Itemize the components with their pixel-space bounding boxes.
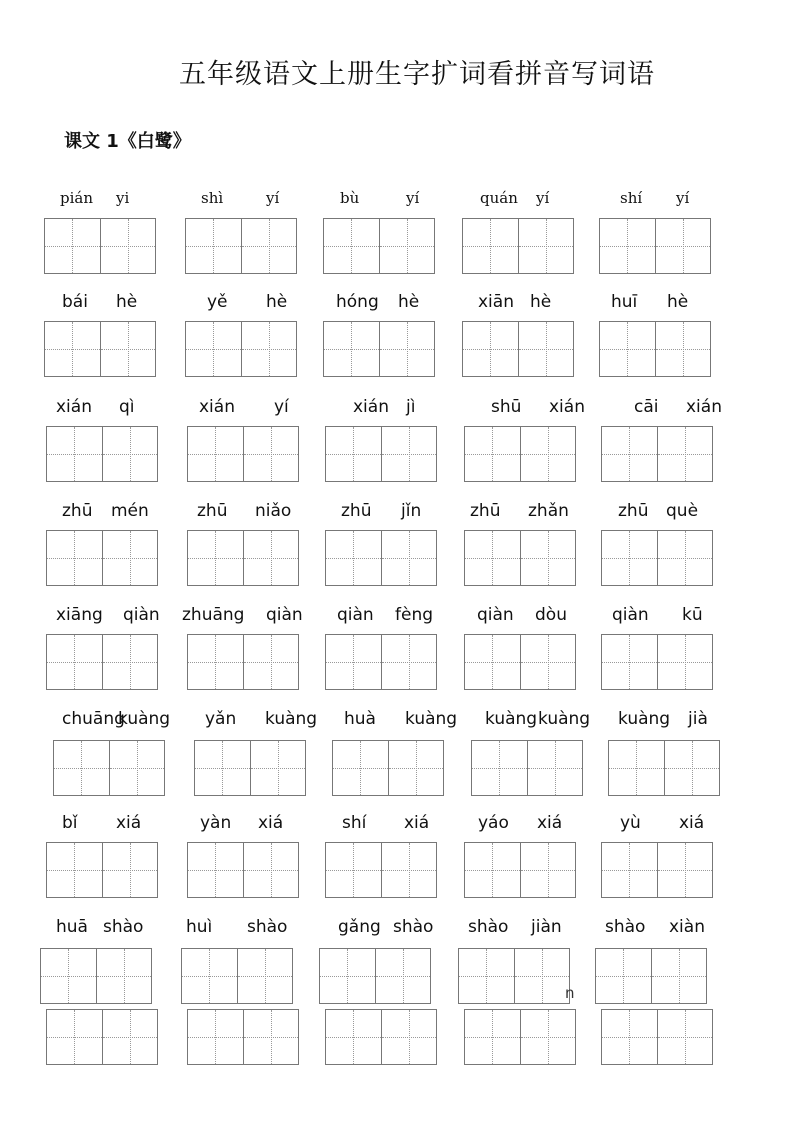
writing-grid[interactable]: [187, 842, 299, 898]
pinyin-syllable: hè: [530, 292, 552, 312]
tian-zi-cell[interactable]: [326, 427, 381, 481]
writing-grid[interactable]: [325, 842, 437, 898]
pinyin-syllable: xián: [353, 397, 389, 417]
tian-zi-cell[interactable]: [527, 741, 583, 795]
writing-grid[interactable]: [464, 842, 576, 898]
pinyin-syllable: yi: [116, 189, 130, 207]
writing-grid[interactable]: [46, 842, 158, 898]
tian-zi-cell[interactable]: [602, 843, 657, 897]
writing-grid[interactable]: [464, 426, 576, 482]
writing-grid[interactable]: [323, 218, 435, 274]
tian-zi-cell[interactable]: [465, 843, 520, 897]
tian-zi-cell[interactable]: [381, 635, 437, 689]
pinyin-syllable: xián: [686, 397, 722, 417]
writing-grid[interactable]: [464, 634, 576, 690]
pinyin-syllable: yí: [266, 189, 280, 207]
pinyin-syllable: quán: [480, 189, 518, 207]
pinyin-syllable: jǐn: [401, 501, 422, 521]
pinyin-syllable: zhū: [470, 501, 501, 521]
pinyin-syllable: bái: [62, 292, 88, 312]
tian-zi-cell[interactable]: [465, 531, 520, 585]
tian-zi-cell[interactable]: [96, 949, 152, 1003]
pinyin-syllable: yí: [274, 397, 289, 417]
pinyin-syllable: yàn: [200, 813, 232, 833]
tian-zi-cell[interactable]: [102, 1010, 158, 1064]
tian-zi-cell[interactable]: [188, 635, 243, 689]
tian-zi-cell[interactable]: [657, 635, 713, 689]
pinyin-syllable: shào: [393, 917, 434, 937]
tian-zi-cell[interactable]: [459, 949, 514, 1003]
writing-grid[interactable]: [462, 321, 574, 377]
pinyin-syllable: kuàng: [485, 709, 538, 729]
pinyin-syllable: hè: [116, 292, 138, 312]
tian-zi-cell[interactable]: [381, 1010, 437, 1064]
tian-zi-cell[interactable]: [102, 427, 158, 481]
pinyin-syllable: què: [666, 501, 699, 521]
writing-grid[interactable]: [181, 948, 293, 1004]
tian-zi-cell[interactable]: [186, 322, 241, 376]
tian-zi-cell[interactable]: [47, 427, 102, 481]
lesson-heading: 课文 1《白鹭》: [64, 131, 191, 152]
tian-zi-cell[interactable]: [45, 219, 100, 273]
pinyin-syllable: shào: [247, 917, 288, 937]
tian-zi-cell[interactable]: [465, 427, 520, 481]
tian-zi-cell[interactable]: [100, 322, 156, 376]
pinyin-syllable: bù: [340, 189, 360, 207]
writing-grid[interactable]: [187, 1009, 299, 1065]
tian-zi-cell[interactable]: [333, 741, 388, 795]
pinyin-syllable: kuàng: [618, 709, 671, 729]
pinyin-syllable: xián: [549, 397, 585, 417]
pinyin-syllable: qiàn: [123, 605, 160, 625]
tian-zi-cell[interactable]: [381, 843, 437, 897]
writing-grid[interactable]: [325, 530, 437, 586]
pinyin-syllable: xiàn: [669, 917, 705, 937]
tian-zi-cell[interactable]: [188, 427, 243, 481]
writing-grid[interactable]: [462, 218, 574, 274]
tian-zi-cell[interactable]: [381, 531, 437, 585]
tian-zi-cell[interactable]: [241, 219, 297, 273]
writing-grid[interactable]: [325, 426, 437, 482]
writing-grid[interactable]: [46, 426, 158, 482]
tian-zi-cell[interactable]: [241, 322, 297, 376]
tian-zi-cell[interactable]: [102, 635, 158, 689]
tian-zi-cell[interactable]: [602, 427, 657, 481]
pinyin-syllable: qiàn: [477, 605, 514, 625]
pinyin-syllable: dòu: [535, 605, 567, 625]
pinyin-syllable: hè: [266, 292, 288, 312]
tian-zi-cell[interactable]: [602, 531, 657, 585]
tian-zi-cell[interactable]: [102, 531, 158, 585]
writing-grid[interactable]: [608, 740, 720, 796]
writing-grid[interactable]: [458, 948, 570, 1004]
tian-zi-cell[interactable]: [596, 949, 651, 1003]
pinyin-syllable: jiàn: [531, 917, 562, 937]
tian-zi-cell[interactable]: [514, 949, 570, 1003]
writing-grid[interactable]: [325, 1009, 437, 1065]
pinyin-syllable: qì: [119, 397, 135, 417]
tian-zi-cell[interactable]: [655, 322, 711, 376]
tian-zi-cell[interactable]: [54, 741, 109, 795]
pinyin-syllable: yáo: [478, 813, 509, 833]
pinyin-syllable: xiá: [537, 813, 563, 833]
pinyin-syllable: kuàng: [118, 709, 171, 729]
pinyin-syllable: huī: [611, 292, 638, 312]
tian-zi-cell[interactable]: [520, 531, 576, 585]
tian-zi-cell[interactable]: [320, 949, 375, 1003]
pinyin-syllable: zhuāng: [182, 605, 245, 625]
tian-zi-cell[interactable]: [243, 635, 299, 689]
writing-grid[interactable]: [44, 321, 156, 377]
writing-grid[interactable]: [599, 218, 711, 274]
writing-grid[interactable]: [185, 218, 297, 274]
pinyin-syllable: fèng: [395, 605, 434, 625]
writing-grid[interactable]: [601, 634, 713, 690]
pinyin-syllable: xián: [56, 397, 92, 417]
pinyin-syllable: zhū: [62, 501, 93, 521]
pinyin-syllable: jià: [688, 709, 708, 729]
tian-zi-cell[interactable]: [100, 219, 156, 273]
writing-grid[interactable]: [601, 842, 713, 898]
pinyin-syllable: chuāng: [62, 709, 125, 729]
tian-zi-cell[interactable]: [520, 635, 576, 689]
tian-zi-cell[interactable]: [600, 322, 655, 376]
writing-grid[interactable]: [595, 948, 707, 1004]
tian-zi-cell[interactable]: [47, 1010, 102, 1064]
stray-fragment: n: [565, 984, 575, 1002]
tian-zi-cell[interactable]: [655, 219, 711, 273]
pinyin-syllable: zhū: [341, 501, 372, 521]
writing-grid[interactable]: [601, 1009, 713, 1065]
tian-zi-cell[interactable]: [188, 843, 243, 897]
pinyin-syllable: xiá: [679, 813, 705, 833]
pinyin-syllable: shào: [605, 917, 646, 937]
pinyin-syllable: huā: [56, 917, 88, 937]
writing-grid[interactable]: [323, 321, 435, 377]
tian-zi-cell[interactable]: [602, 635, 657, 689]
tian-zi-cell[interactable]: [195, 741, 250, 795]
pinyin-syllable: yě: [207, 292, 228, 312]
writing-grid[interactable]: [40, 948, 152, 1004]
pinyin-syllable: huà: [344, 709, 376, 729]
tian-zi-cell[interactable]: [375, 949, 431, 1003]
tian-zi-cell[interactable]: [326, 531, 381, 585]
tian-zi-cell[interactable]: [326, 843, 381, 897]
tian-zi-cell[interactable]: [520, 843, 576, 897]
pinyin-syllable: mén: [111, 501, 149, 521]
pinyin-syllable: yù: [620, 813, 641, 833]
tian-zi-cell[interactable]: [243, 843, 299, 897]
pinyin-syllable: shào: [468, 917, 509, 937]
pinyin-syllable: bǐ: [62, 813, 78, 833]
pinyin-syllable: pián: [60, 189, 94, 207]
pinyin-syllable: kuàng: [405, 709, 458, 729]
pinyin-syllable: shí: [342, 813, 367, 833]
writing-grid[interactable]: [53, 740, 165, 796]
tian-zi-cell[interactable]: [324, 322, 379, 376]
writing-grid[interactable]: [601, 530, 713, 586]
tian-zi-cell[interactable]: [379, 219, 435, 273]
tian-zi-cell[interactable]: [609, 741, 664, 795]
tian-zi-cell[interactable]: [45, 322, 100, 376]
writing-grid[interactable]: [46, 1009, 158, 1065]
pinyin-syllable: xiāng: [56, 605, 103, 625]
pinyin-syllable: xiá: [116, 813, 142, 833]
tian-zi-cell[interactable]: [657, 843, 713, 897]
tian-zi-cell[interactable]: [381, 427, 437, 481]
pinyin-syllable: kuàng: [538, 709, 591, 729]
pinyin-syllable: kuàng: [265, 709, 318, 729]
tian-zi-cell[interactable]: [388, 741, 444, 795]
writing-grid[interactable]: [464, 530, 576, 586]
writing-grid[interactable]: [187, 426, 299, 482]
tian-zi-cell[interactable]: [463, 322, 518, 376]
tian-zi-cell[interactable]: [47, 531, 102, 585]
tian-zi-cell[interactable]: [602, 1010, 657, 1064]
tian-zi-cell[interactable]: [326, 635, 381, 689]
pinyin-syllable: zhū: [618, 501, 649, 521]
tian-zi-cell[interactable]: [182, 949, 237, 1003]
writing-grid[interactable]: [46, 530, 158, 586]
writing-grid[interactable]: [464, 1009, 576, 1065]
tian-zi-cell[interactable]: [41, 949, 96, 1003]
tian-zi-cell[interactable]: [379, 322, 435, 376]
tian-zi-cell[interactable]: [657, 531, 713, 585]
pinyin-syllable: xiá: [404, 813, 430, 833]
tian-zi-cell[interactable]: [657, 1010, 713, 1064]
tian-zi-cell[interactable]: [188, 531, 243, 585]
writing-grid[interactable]: [187, 634, 299, 690]
pinyin-syllable: yí: [536, 189, 550, 207]
tian-zi-cell[interactable]: [465, 1010, 520, 1064]
writing-grid[interactable]: [319, 948, 431, 1004]
pinyin-syllable: shào: [103, 917, 144, 937]
writing-grid[interactable]: [194, 740, 306, 796]
pinyin-syllable: yí: [406, 189, 420, 207]
writing-grid[interactable]: [599, 321, 711, 377]
pinyin-syllable: xián: [199, 397, 235, 417]
tian-zi-cell[interactable]: [600, 219, 655, 273]
tian-zi-cell[interactable]: [520, 427, 576, 481]
tian-zi-cell[interactable]: [518, 322, 574, 376]
tian-zi-cell[interactable]: [186, 219, 241, 273]
pinyin-syllable: hè: [667, 292, 689, 312]
tian-zi-cell[interactable]: [47, 635, 102, 689]
tian-zi-cell[interactable]: [324, 219, 379, 273]
writing-grid[interactable]: [471, 740, 583, 796]
pinyin-syllable: jì: [406, 397, 416, 417]
tian-zi-cell[interactable]: [657, 427, 713, 481]
pinyin-syllable: hè: [398, 292, 420, 312]
pinyin-syllable: kū: [682, 605, 703, 625]
tian-zi-cell[interactable]: [243, 1010, 299, 1064]
tian-zi-cell[interactable]: [250, 741, 306, 795]
pinyin-syllable: xiá: [258, 813, 284, 833]
pinyin-syllable: shì: [201, 189, 224, 207]
pinyin-syllable: qiàn: [612, 605, 649, 625]
tian-zi-cell[interactable]: [463, 219, 518, 273]
writing-grid[interactable]: [601, 426, 713, 482]
writing-grid[interactable]: [332, 740, 444, 796]
pinyin-syllable: hóng: [336, 292, 379, 312]
tian-zi-cell[interactable]: [109, 741, 165, 795]
tian-zi-cell[interactable]: [188, 1010, 243, 1064]
tian-zi-cell[interactable]: [102, 843, 158, 897]
tian-zi-cell[interactable]: [326, 1010, 381, 1064]
tian-zi-cell[interactable]: [465, 635, 520, 689]
pinyin-syllable: gǎng: [338, 917, 381, 937]
tian-zi-cell[interactable]: [237, 949, 293, 1003]
pinyin-syllable: yǎn: [205, 709, 237, 729]
tian-zi-cell[interactable]: [518, 219, 574, 273]
writing-grid[interactable]: [325, 634, 437, 690]
pinyin-syllable: qiàn: [337, 605, 374, 625]
writing-grid[interactable]: [46, 634, 158, 690]
tian-zi-cell[interactable]: [664, 741, 720, 795]
pinyin-syllable: zhū: [197, 501, 228, 521]
writing-grid[interactable]: [187, 530, 299, 586]
pinyin-syllable: yí: [676, 189, 690, 207]
pinyin-syllable: shū: [491, 397, 522, 417]
pinyin-syllable: xiān: [478, 292, 514, 312]
tian-zi-cell[interactable]: [47, 843, 102, 897]
tian-zi-cell[interactable]: [243, 531, 299, 585]
pinyin-syllable: cāi: [634, 397, 659, 417]
pinyin-syllable: shí: [620, 189, 643, 207]
tian-zi-cell[interactable]: [520, 1010, 576, 1064]
tian-zi-cell[interactable]: [651, 949, 707, 1003]
writing-grid[interactable]: [185, 321, 297, 377]
pinyin-syllable: qiàn: [266, 605, 303, 625]
tian-zi-cell[interactable]: [472, 741, 527, 795]
page-title: 五年级语文上册生字扩词看拼音写词语: [179, 59, 655, 90]
pinyin-syllable: huì: [186, 917, 213, 937]
tian-zi-cell[interactable]: [243, 427, 299, 481]
writing-grid[interactable]: [44, 218, 156, 274]
pinyin-syllable: niǎo: [255, 501, 292, 521]
pinyin-syllable: zhǎn: [528, 501, 569, 521]
